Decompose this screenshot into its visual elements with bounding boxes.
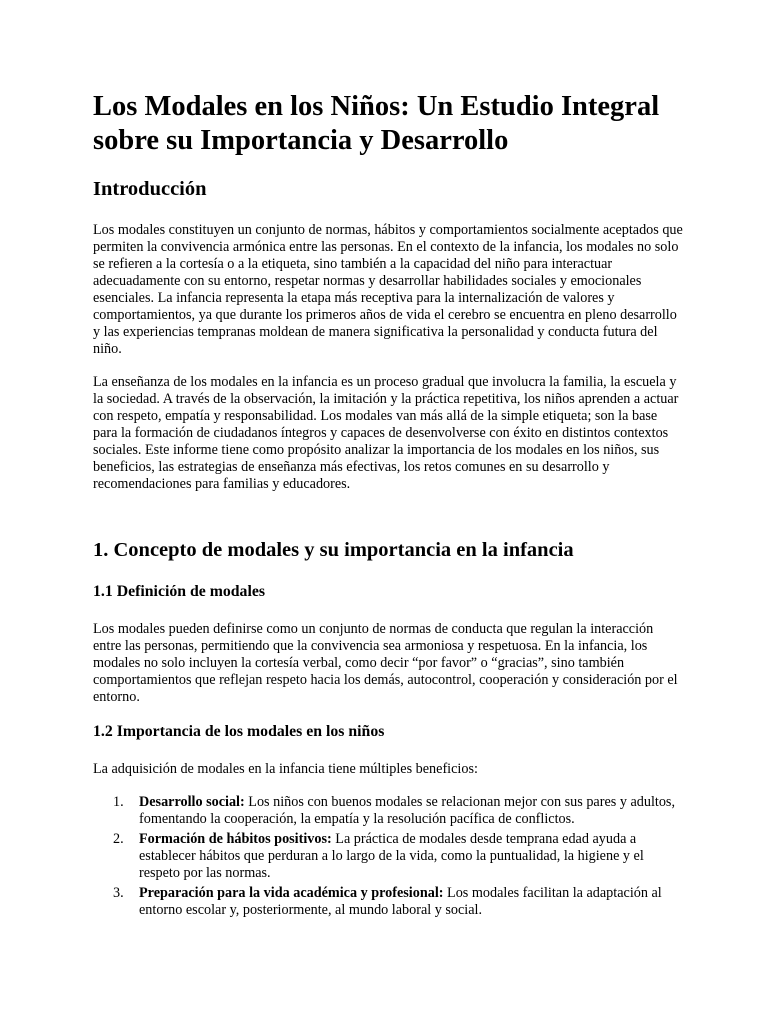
list-item-text: Los modales facilitan la adaptación al entorno escolar y, posteriormente, al mundo laboral y social. [139,885,662,918]
intro-paragraph-1: Los modales constituyen un conjunto de normas, hábitos y comportamientos socialmente aceptados que permiten la convivencia armónica entre las personas. En el contexto de la infancia, los modales no solo se refieren a la cortesía o a la etiqueta, sino también a la capacidad del niño para interactuar adecuadamente con su entorno, respetar normas y desarrollar habilidades sociales y emocionales esenciales. La infancia representa la etapa más receptiva para la internalización de valores y comportamientos, ya que durante los primeros años de vida el cerebro se encuentra en pleno desarrollo y las experiencias tempranas moldean de manera significativa la personalidad y conducta futura del niño. [93,222,683,357]
list-item-number: 3. [113,885,124,901]
list-item [93,885,683,919]
list-item-text: Los niños con buenos modales se relacionan mejor con sus pares y adultos, fomentando la cooperación, la empatía y la resolución pacífica de conflictos. [139,794,675,827]
list-item-term: Desarrollo social: [139,794,245,810]
document-page [93,90,683,922]
benefits-list [93,794,683,919]
list-item-term: Preparación para la vida académica y profesional: [139,885,444,901]
subsection-1-2-paragraph: La adquisición de modales en la infancia tiene múltiples beneficios: [93,761,478,777]
intro-heading: Introducción [93,178,207,200]
intro-paragraph-2: La enseñanza de los modales en la infancia es un proceso gradual que involucra la familia, la escuela y la sociedad. A través de la observación, la imitación y la práctica repetitiva, los niños aprenden a actuar con respeto, empatía y responsabilidad. Los modales van más allá de la simple etiqueta; son la base para la formación de ciudadanos íntegros y capaces de desenvolverse con éxito en distintos contextos sociales. Este informe tiene como propósito analizar la importancia de los modales en los niños, sus beneficios, las estrategias de enseñanza más efectivas, los retos comunes en su desarrollo y recomendaciones para familias y educadores. [93,374,679,492]
subsection-1-1-heading: 1.1 Definición de modales [93,583,266,600]
section-1-heading: 1. Concepto de modales y su importancia en la infancia [93,539,574,561]
document-title: Los Modales en los Niños: Un Estudio Integral sobre su Importancia y Desarrollo [93,91,660,156]
list-item-text: La práctica de modales desde temprana edad ayuda a establecer hábitos que perduran a lo largo de la vida, como la puntualidad, la higiene y el respeto por las normas. [139,831,644,881]
list-item-number: 1. [113,794,124,810]
list-item-term: Formación de hábitos positivos: [139,831,332,847]
subsection-1-1-paragraph: Los modales pueden definirse como un conjunto de normas de conducta que regulan la interacción entre las personas, permitiendo que la convivencia sea armoniosa y respetuosa. En la infancia, los modales no solo incluyen la cortesía verbal, como decir “por favor” o “gracias”, sino también comportamientos que reflejan respeto hacia los demás, autocontrol, cooperación y consideración por el entorno. [93,621,678,705]
subsection-1-2-heading: 1.2 Importancia de los modales en los niños [93,723,385,740]
list-item [93,831,683,882]
list-item-number: 2. [113,831,124,847]
list-item [93,794,683,828]
